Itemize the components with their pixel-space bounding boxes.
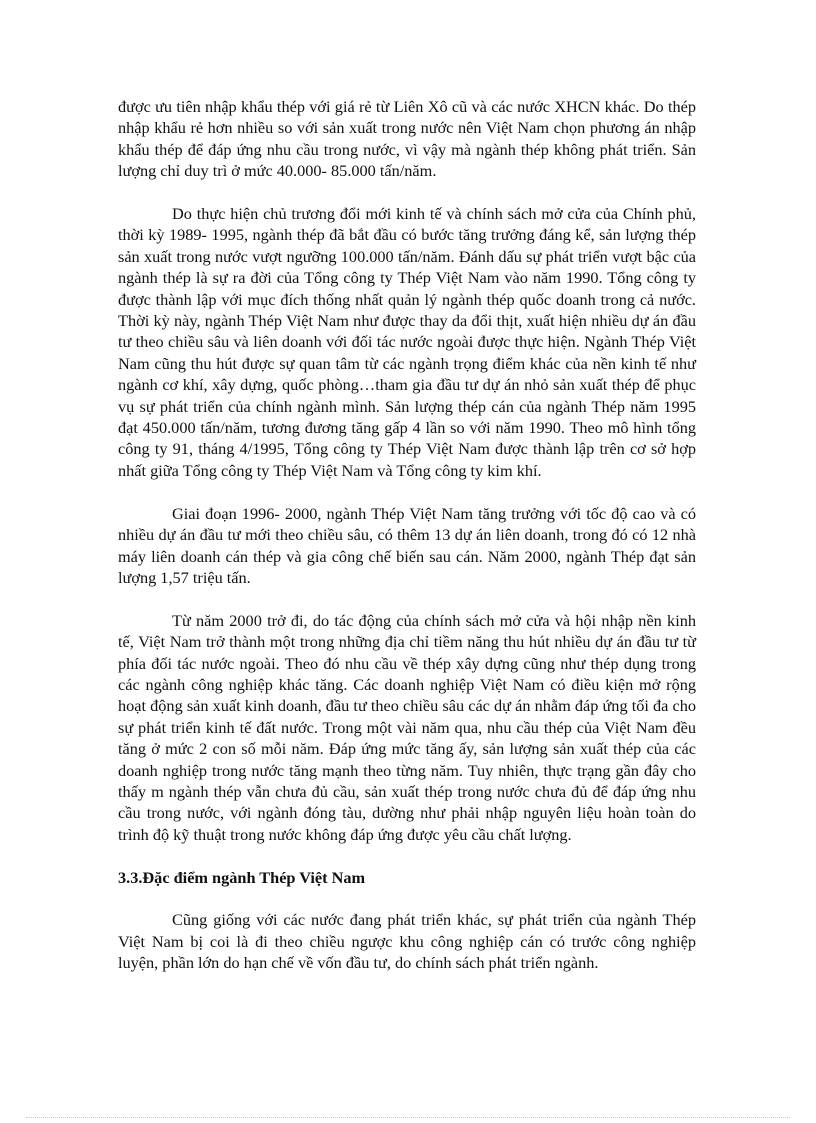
- paragraph-1996-2000: Giai đoạn 1996- 2000, ngành Thép Việt Nam tăng trưởng với tốc độ cao và có nhiều dự án đầu tư mới theo chiều sâu, có thêm 13 dự án liên doanh, trong đó có 12 nhà máy liên doanh cán thép và gia công chế biến sau cán. Năm 2000, ngành Thép đạt sản lượng 1,57 triệu tấn.: [118, 503, 696, 587]
- document-page: [118, 96, 696, 995]
- paragraph-2000-onward: Từ năm 2000 trở đi, do tác động của chính sách mở cửa và hội nhập nền kinh tế, Việt Nam trở thành một trong những địa chỉ tiềm năng thu hút nhiều dự án đầu tư từ phía đối tác nước ngoài. Theo đó nhu cầu về thép xây dựng cũng như thép dụng trong các ngành công nghiệp khác tăng. Các doanh nghiệp Việt Nam có điều kiện mở rộng hoạt động sản xuất kinh doanh, đầu tư theo chiều sâu các dự án nhằm đáp ứng tối đa cho sự phát triển kinh tế đất nước. Trong một vài năm qua, nhu cầu thép của Việt Nam đều tăng ở mức 2 con số mỗi năm. Đáp ứng mức tăng ấy, sản lượng sản xuất thép của các doanh nghiệp trong nước tăng mạnh theo từng năm. Tuy nhiên, thực trạng gần đây cho thấy m ngành thép vẫn chưa đủ cầu, sản xuất thép trong nước chưa đủ để đáp ứng nhu cầu trong nước, với ngành đóng tàu, dường như phải nhập nguyên liệu hoàn toàn do trình độ kỹ thuật trong nước không đáp ứng được yêu cầu chất lượng.: [118, 610, 696, 844]
- page-bottom-divider: [26, 1117, 790, 1118]
- paragraph-intro: được ưu tiên nhập khẩu thép với giá rẻ từ Liên Xô cũ và các nước XHCN khác. Do thép nhập khẩu rẻ hơn nhiều so với sản xuất trong nước nên Việt Nam chọn phương án nhập khẩu thép để đáp ứng nhu cầu trong nước, vì vậy mà ngành thép không phát triển. Sản lượng chỉ duy trì ở mức 40.000- 85.000 tấn/năm.: [118, 97, 696, 181]
- paragraph-characteristics: Cũng giống với các nước đang phát triển khác, sự phát triển của ngành Thép Việt Nam bị coi là đi theo chiều ngược khu công nghiệp cán có trước công nghiệp luyện, phần lớn do hạn chế về vốn đầu tư, do chính sách phát triển ngành.: [118, 910, 696, 973]
- section-heading: 3.3.Đặc điểm ngành Thép Việt Nam: [118, 867, 366, 887]
- paragraph-1989-1995: Do thực hiện chủ trương đổi mới kinh tế và chính sách mở cửa của Chính phủ, thời kỳ 1989- 1995, ngành thép đã bắt đầu có bước tăng trưởng đáng kể, sản lượng thép sản xuất trong nước vượt ngưỡng 100.000 tấn/năm. Đánh dấu sự phát triển vượt bậc của ngành thép là sự ra đời của Tổng công ty Thép Việt Nam vào năm 1990. Tổng công ty được thành lập với mục đích thống nhất quản lý ngành thép quốc doanh trong cả nước. Thời kỳ này, ngành Thép Việt Nam như được thay da đổi thịt, xuất hiện nhiều dự án đầu tư theo chiều sâu và liên doanh với đối tác nước ngoài được thực hiện. Ngành Thép Việt Nam cũng thu hút được sự quan tâm từ các ngành trọng điểm khác của nền kinh tế như ngành cơ khí, xây dựng, quốc phòng…tham gia đầu tư dự án nhỏ sản xuất thép để phục vụ sự phát triển của chính ngành mình. Sản lượng thép cán của ngành Thép năm 1995 đạt 450.000 tấn/năm, tương đương tăng gấp 4 lần so với năm 1990. Theo mô hình tổng công ty 91, tháng 4/1995, Tổng công ty Thép Việt Nam được thành lập trên cơ sở hợp nhất giữa Tổng công ty Thép Việt Nam và Tổng công ty kim khí.: [118, 204, 696, 480]
